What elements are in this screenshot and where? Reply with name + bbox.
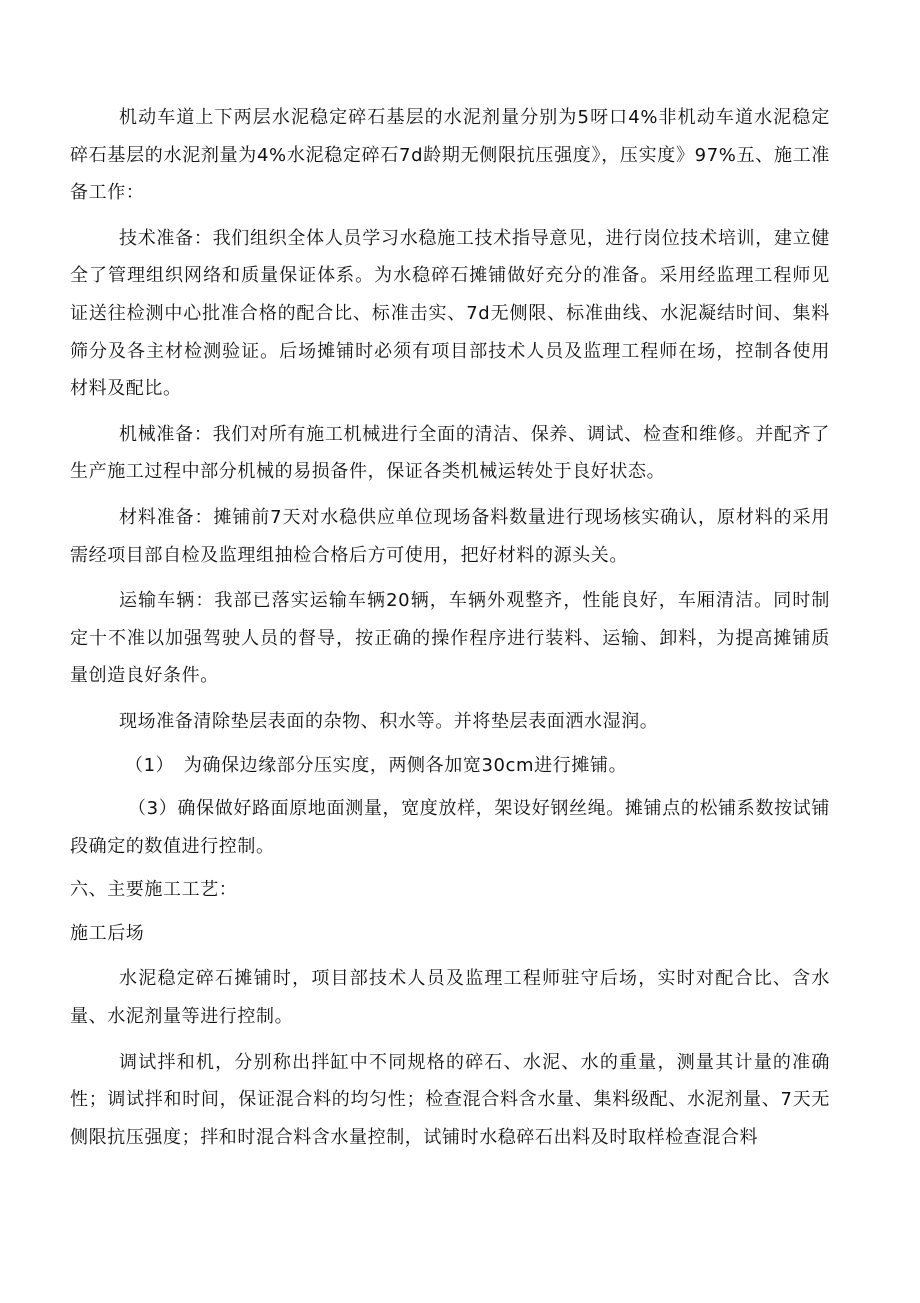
paragraph-backyard-control: 水泥稳定碎石摊铺时，项目部技术人员及监理工程师驻守后场，实时对配合比、含水量、水泥剂量等进行控制。 — [70, 968, 830, 1028]
paragraph-material-preparation: 材料准备：摊铺前7天对水稳供应单位现场备料数量进行现场核实确认，原材料的采用需经项目部自检及监理组抽检合格后方可使用，把好材料的源头关。 — [70, 506, 830, 566]
paragraph-technical-preparation: 技术准备：我们组织全体人员学习水稳施工技术指导意见，进行岗位技术培训，建立健全了管理组织网络和质量保证体系。为水稳碎石摊铺做好充分的准备。采用经监理工程师见证送往检测中心批准合格的配合比、标准击实、7d无侧限、标准曲线、水泥凝结时间、集料筛分及各主材检测验证。后场摊铺时必须有项目部技术人员及监理工程师在场，控制各使用材料及配比。 — [70, 227, 830, 400]
paragraph-machinery-preparation: 机械准备：我们对所有施工机械进行全面的清洁、保养、调试、检查和维修。并配齐了生产施工过程中部分机械的易损备件，保证各类机械运转处于良好状态。 — [70, 423, 830, 483]
section-heading-main-process: 六、主要施工工艺： — [70, 879, 238, 901]
list-item-3: （3）确保做好路面原地面测量，宽度放样，架设好钢丝绳。摊铺点的松铺系数按试铺段确定的数值进行控制。 — [70, 798, 830, 857]
document-page — [70, 99, 830, 1156]
paragraph-cement-dosage: 机动车道上下两层水泥稳定碎石基层的水泥剂量分别为5呀口4%非机动车道水泥稳定碎石基层的水泥剂量为4%水泥稳定碎石7d龄期无侧限抗压强度》，压实度》97%五、施工准备工作： — [70, 107, 830, 204]
paragraph-site-preparation: 现场准备清除垫层表面的杂物、积水等。并将垫层表面洒水湿润。 — [119, 710, 659, 732]
paragraph-mixer-debugging: 调试拌和机，分别称出拌缸中不同规格的碎石、水泥、水的重量，测量其计量的准确性；调试拌和时间，保证混合料的均匀性；检查混合料含水量、集料级配、水泥剂量、7天无侧限抗压强度；拌和时混合料含水量控制，试铺时水稳碎石出料及时取样检查混合料 — [70, 1051, 830, 1148]
list-item-1: （1） 为确保边缘部分压实度，两侧各加宽30cm进行摊铺。 — [125, 754, 628, 776]
subheading-construction-backyard: 施工后场 — [70, 922, 145, 944]
paragraph-transport-vehicles: 运输车辆：我部已落实运输车辆20辆，车辆外观整齐，性能良好，车厢清洁。同时制定十不准以加强驾驶人员的督导，按正确的操作程序进行装料、运输、卸料，为提高摊铺质量创造良好条件。 — [70, 590, 830, 687]
